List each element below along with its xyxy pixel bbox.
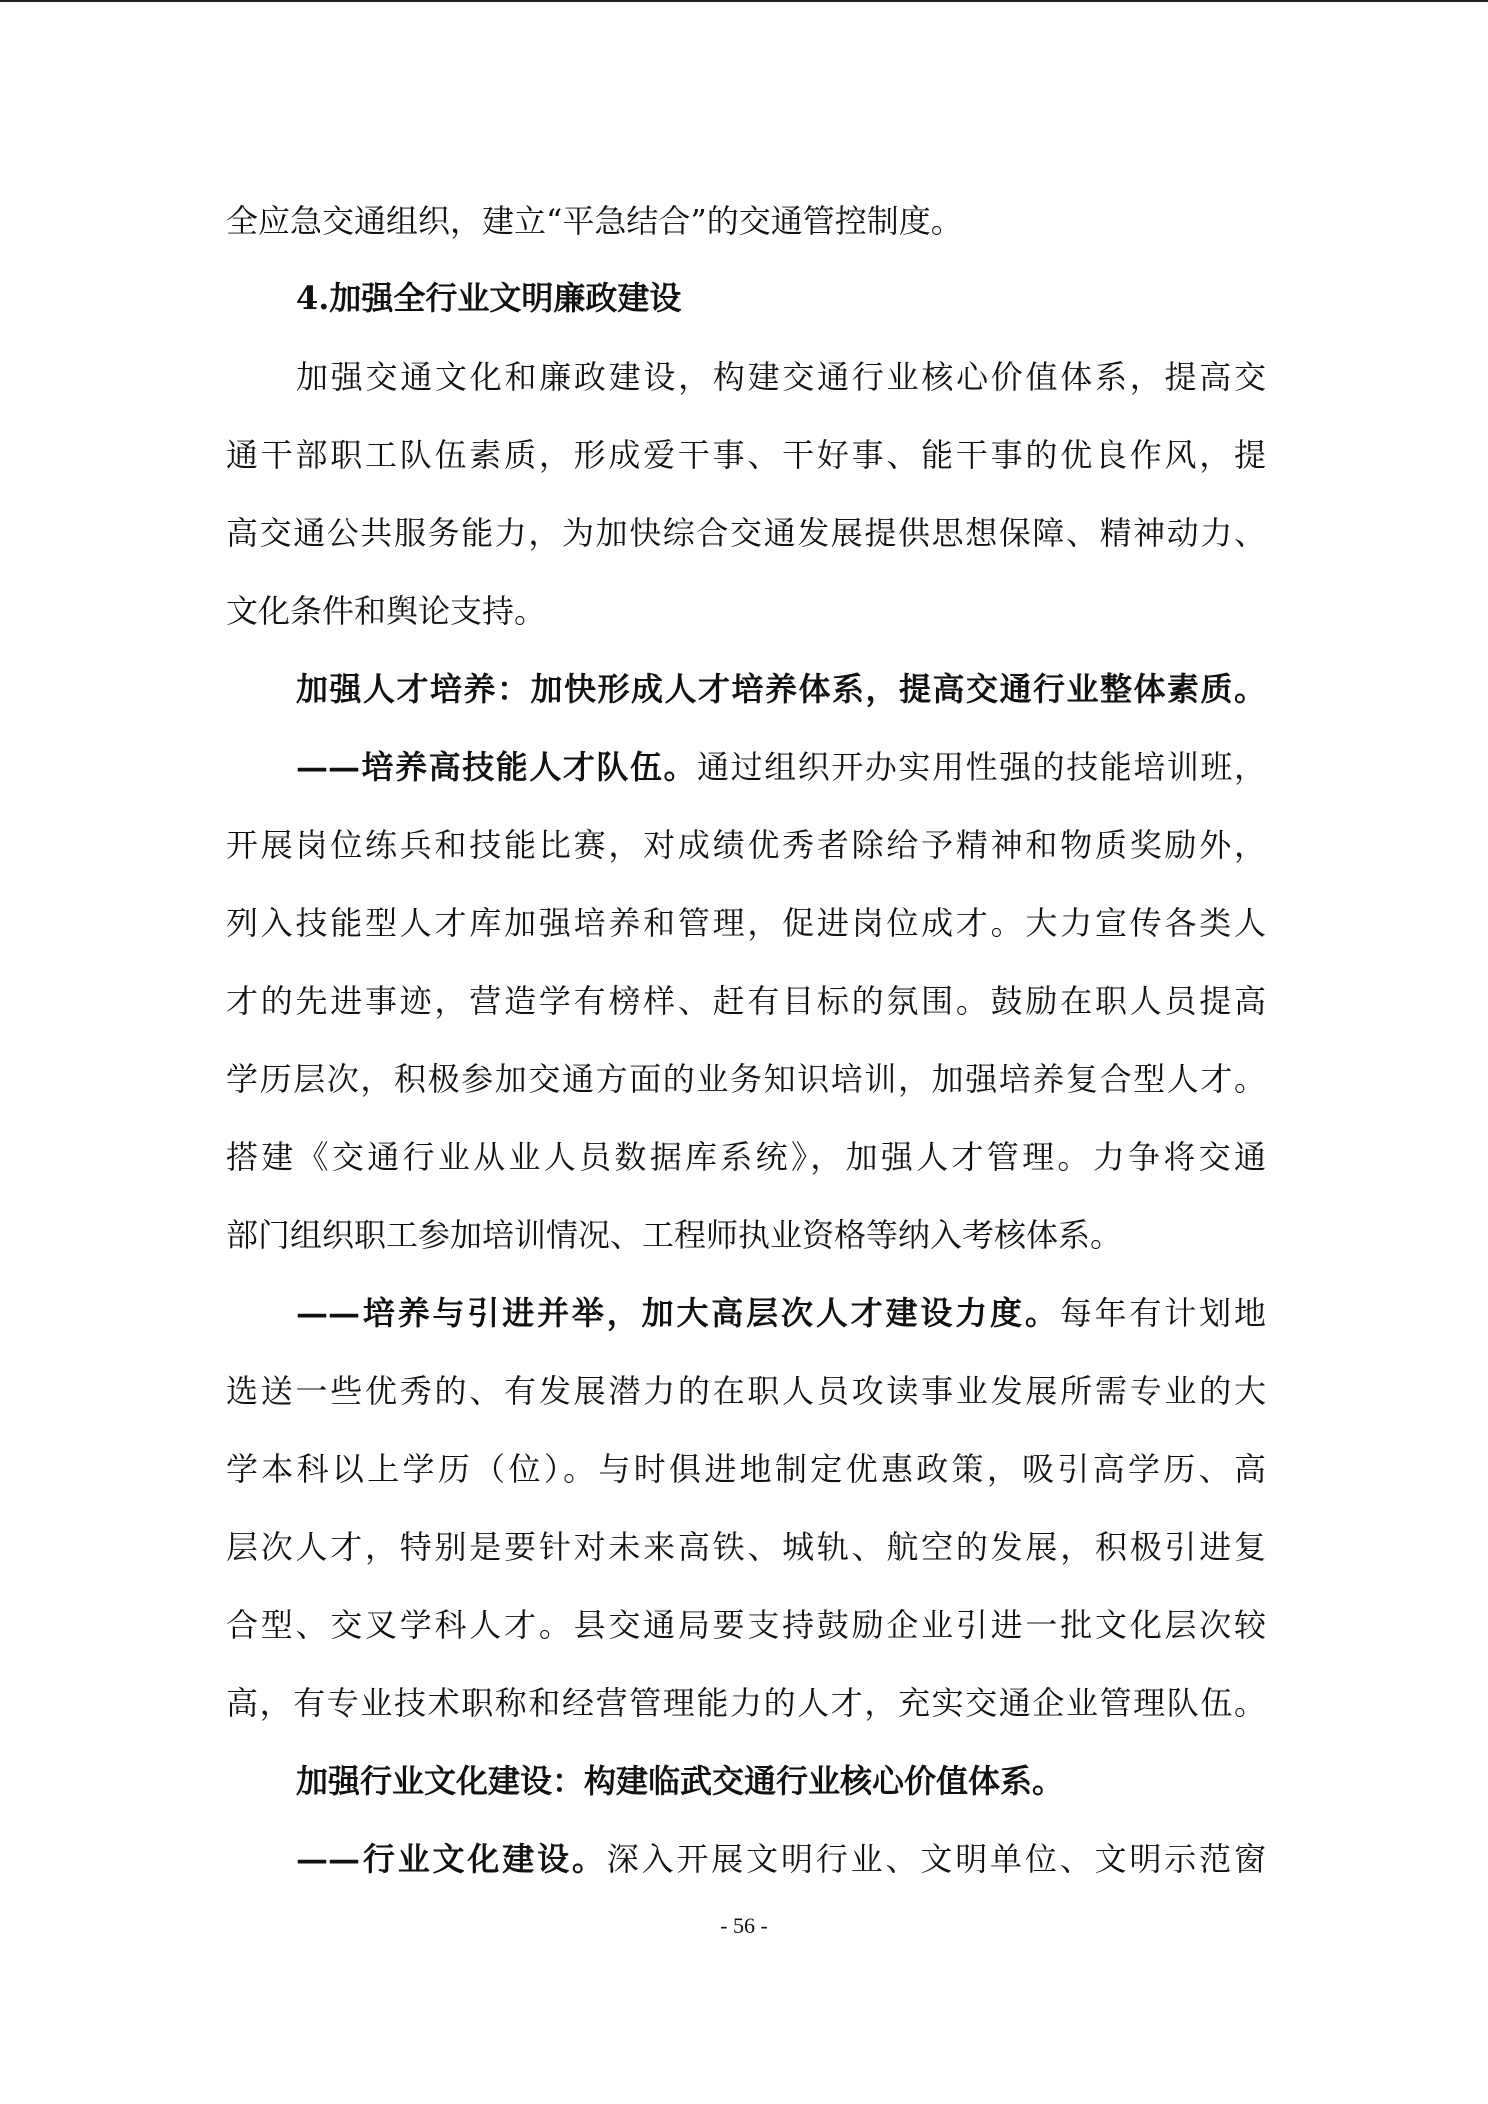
- paragraph-line: 高，有专业技术职称和经营管理能力的人才，充实交通企业管理队伍。: [226, 1684, 1266, 1722]
- paragraph-line: ——培养高技能人才队伍。通过组织开办实用性强的技能培训班，: [296, 748, 1266, 786]
- paragraph-line: 加强交通文化和廉政建设，构建交通行业核心价值体系，提高交: [296, 358, 1266, 396]
- paragraph-line: 学历层次，积极参加交通方面的业务知识培训，加强培养复合型人才。: [226, 1060, 1266, 1098]
- paragraph-line: 开展岗位练兵和技能比赛，对成绩优秀者除给予精神和物质奖励外，: [226, 826, 1266, 864]
- paragraph-line: 列入技能型人才库加强培养和管理，促进岗位成才。大力宣传各类人: [226, 904, 1266, 942]
- paragraph-line: 才的先进事迹，营造学有榜样、赶有目标的氛围。鼓励在职人员提高: [226, 982, 1266, 1020]
- paragraph-line: 部门组织职工参加培训情况、工程师执业资格等纳入考核体系。: [226, 1216, 1123, 1254]
- paragraph-line: 选送一些优秀的、有发展潜力的在职人员攻读事业发展所需专业的大: [226, 1372, 1266, 1410]
- paragraph-line: 高交通公共服务能力，为加快综合交通发展提供思想保障、精神动力、: [226, 514, 1266, 552]
- paragraph-line: 合型、交叉学科人才。县交通局要支持鼓励企业引进一批文化层次较: [226, 1606, 1266, 1644]
- paragraph-line: 搭建《交通行业从业人员数据库系统》，加强人才管理。力争将交通: [226, 1138, 1266, 1176]
- section-heading: 4.加强全行业文明廉政建设: [296, 279, 682, 317]
- paragraph-line: 文化条件和舆论支持。: [226, 592, 547, 630]
- subheading-line: 加强人才培养：加快形成人才培养体系，提高交通行业整体素质。: [296, 670, 1266, 708]
- paragraph-line: 学本科以上学历（位）。与时俱进地制定优惠政策，吸引高学历、高: [226, 1450, 1266, 1488]
- paragraph-line: ——行业文化建设。深入开展文明行业、文明单位、文明示范窗: [296, 1840, 1266, 1878]
- paragraph-line: 通干部职工队伍素质，形成爱干事、干好事、能干事的优良作风，提: [226, 436, 1266, 474]
- paragraph-line: 层次人才，特别是要针对未来高铁、城轨、航空的发展，积极引进复: [226, 1528, 1266, 1566]
- paragraph-line: 全应急交通组织，建立“平急结合”的交通管控制度。: [226, 202, 963, 240]
- subheading-line: 加强行业文化建设：构建临武交通行业核心价值体系。: [296, 1762, 1065, 1800]
- paragraph-line: ——培养与引进并举，加大高层次人才建设力度。每年有计划地: [296, 1294, 1266, 1332]
- page-number: - 56 -: [720, 1913, 768, 1938]
